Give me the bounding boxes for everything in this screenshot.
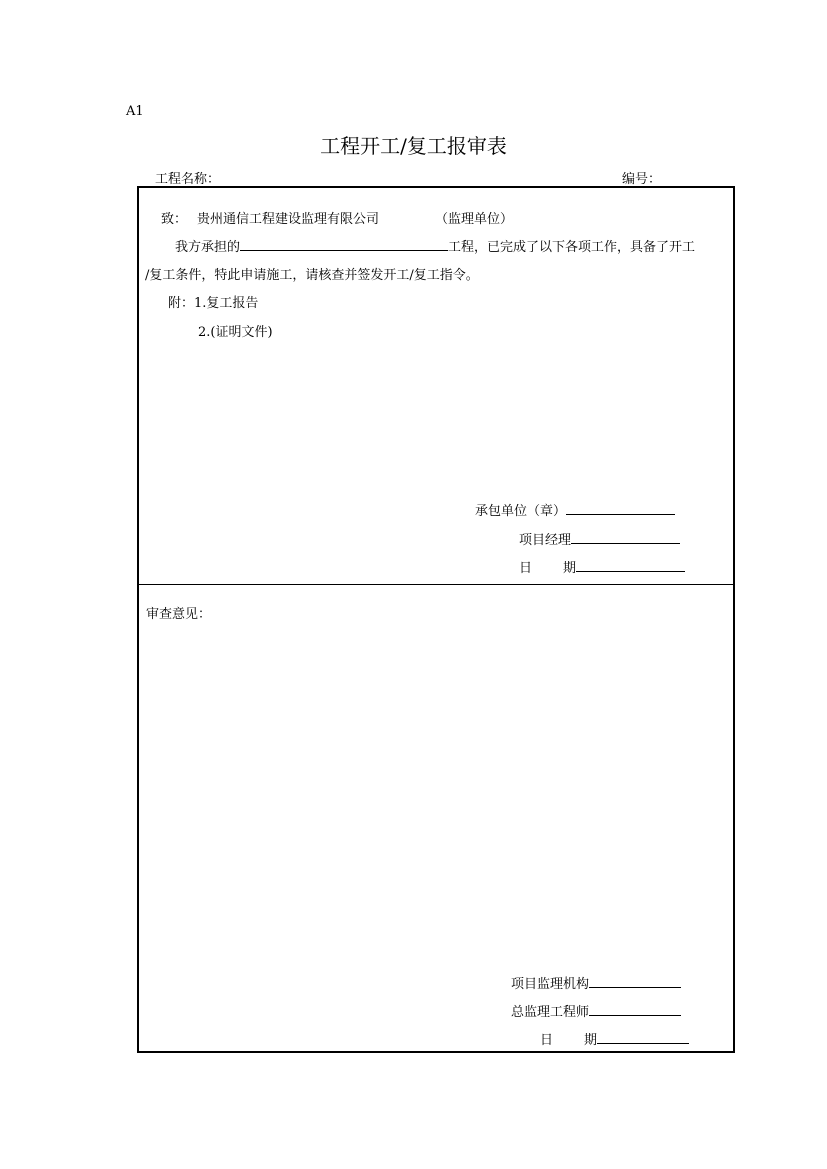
page-title: 工程开工/复工报审表: [320, 134, 507, 158]
supervisor-company: 贵州通信工程建设监理有限公司: [197, 212, 380, 227]
section-divider: [139, 584, 733, 585]
review-date-label-day: 日: [540, 1033, 554, 1048]
statement-line-1: [175, 236, 695, 255]
addressee-line: [161, 208, 513, 227]
approval-form-table: [137, 186, 735, 1053]
chief-engineer-blank[interactable]: [589, 1001, 681, 1016]
application-date-blank[interactable]: [576, 557, 685, 572]
number-label: 编号：: [622, 172, 662, 187]
supervision-org-blank[interactable]: [589, 973, 681, 988]
supervisor-unit-note: （监理单位）: [435, 212, 514, 227]
chief-engineer-line: [511, 1001, 681, 1020]
review-date-blank[interactable]: [597, 1029, 689, 1044]
attachments-line: [168, 292, 258, 311]
to-label: 致：: [161, 212, 188, 227]
form-code: A1: [126, 104, 144, 119]
date-label-period: 期: [563, 561, 577, 576]
application-date-line: [519, 557, 685, 576]
contractor-label: 承包单位（章）: [475, 504, 567, 519]
attachment-1: 1.复工报告: [194, 296, 259, 311]
contractor-blank[interactable]: [566, 500, 675, 515]
project-name-blank[interactable]: [240, 236, 448, 251]
review-opinion-label: 审查意见：: [146, 607, 212, 622]
attachment-2: 2.(证明文件): [198, 325, 273, 340]
statement-suffix: 工程，已完成了以下各项工作，具备了开工: [448, 240, 696, 255]
manager-blank[interactable]: [571, 529, 680, 544]
contractor-signature-line: [475, 500, 675, 519]
project-name-label: 工程名称：: [155, 172, 221, 187]
review-date-line: [540, 1029, 689, 1048]
date-label-day: 日: [519, 561, 533, 576]
chief-engineer-label: 总监理工程师: [511, 1005, 590, 1020]
supervision-org-line: [511, 973, 681, 992]
supervision-org-label: 项目监理机构: [511, 977, 590, 992]
attachments-label: 附：: [168, 296, 195, 311]
statement-line-2: /复工条件，特此申请施工，请核查并签发开工/复工指令。: [145, 268, 479, 283]
review-date-label-period: 期: [584, 1033, 598, 1048]
statement-prefix: 我方承担的: [175, 240, 241, 255]
manager-label: 项目经理: [519, 533, 572, 548]
manager-signature-line: [519, 529, 680, 548]
